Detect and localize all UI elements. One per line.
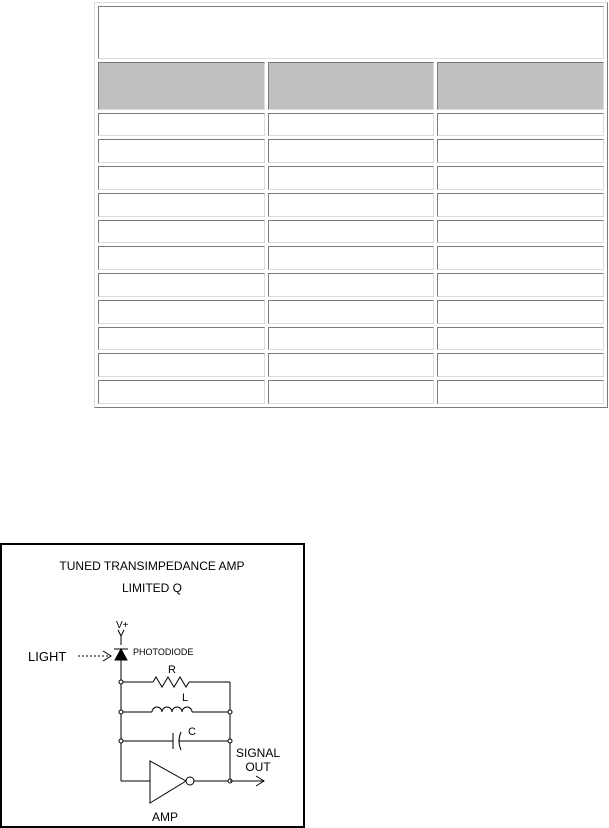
diagram-subtitle: LIMITED Q	[121, 581, 183, 595]
table-row	[98, 113, 604, 137]
table-cell	[98, 166, 265, 190]
table-cell	[98, 139, 265, 163]
capacitor-icon	[121, 732, 230, 750]
table-cell	[437, 193, 604, 217]
table-cell	[98, 380, 265, 404]
table-cell	[268, 166, 435, 190]
table-header-row	[98, 62, 604, 110]
diagram-title: TUNED TRANSIMPEDANCE AMP	[59, 559, 245, 573]
table-cell	[98, 273, 265, 297]
table-cell	[437, 113, 604, 137]
supply-terminal-icon	[118, 630, 124, 645]
table-cell	[268, 300, 435, 324]
resistor-icon	[121, 677, 230, 687]
table-cell	[268, 220, 435, 244]
table-row	[98, 220, 604, 244]
table-cell	[437, 380, 604, 404]
signal-out-label: SIGNAL	[235, 746, 281, 760]
data-table	[94, 2, 608, 408]
table-cell	[98, 220, 265, 244]
table-cell	[98, 353, 265, 377]
table-row	[98, 300, 604, 324]
supply-label: V+	[116, 620, 129, 631]
photodiode-label: PHOTODIODE	[133, 647, 194, 657]
table-cell	[437, 300, 604, 324]
inductor-icon	[121, 707, 230, 712]
signal-out-label-line2: OUT	[245, 760, 271, 774]
table-cell	[437, 166, 604, 190]
table-title-row	[98, 6, 604, 59]
table-cell	[98, 246, 265, 270]
table-cell	[437, 139, 604, 163]
table-row	[98, 273, 604, 297]
table-cell	[268, 193, 435, 217]
circuit-diagram	[2, 545, 303, 826]
photodiode-icon	[114, 649, 128, 682]
table-cell	[268, 380, 435, 404]
table-row	[98, 380, 604, 404]
table-cell	[268, 246, 435, 270]
table-cell	[437, 353, 604, 377]
light-arrow-icon	[78, 651, 111, 661]
table-cell	[98, 193, 265, 217]
column-header	[98, 62, 265, 110]
inductor-label: L	[182, 692, 189, 704]
amp-label: AMP	[151, 810, 179, 824]
signal-out-arrow-icon	[230, 776, 264, 786]
table-cell	[98, 327, 265, 351]
table-row	[98, 246, 604, 270]
table-cell	[437, 246, 604, 270]
table-cell	[268, 273, 435, 297]
table-cell	[437, 273, 604, 297]
table-cell	[268, 353, 435, 377]
amplifier-icon	[150, 761, 194, 803]
table-cell	[98, 300, 265, 324]
table-row	[98, 327, 604, 351]
table-cell	[268, 327, 435, 351]
column-header	[268, 62, 435, 110]
table-cell	[268, 139, 435, 163]
table-cell	[98, 113, 265, 137]
table-row	[98, 139, 604, 163]
column-header	[437, 62, 604, 110]
table-row	[98, 193, 604, 217]
table-row	[98, 166, 604, 190]
table-cell	[268, 113, 435, 137]
resistor-label: R	[168, 664, 176, 676]
table-cell	[437, 220, 604, 244]
table-title	[98, 6, 604, 59]
table-row	[98, 353, 604, 377]
circuit-diagram-frame	[0, 543, 305, 828]
junction-dots	[119, 680, 232, 783]
light-label: LIGHT	[28, 649, 67, 664]
capacitor-label: C	[188, 726, 196, 738]
table-cell	[437, 327, 604, 351]
